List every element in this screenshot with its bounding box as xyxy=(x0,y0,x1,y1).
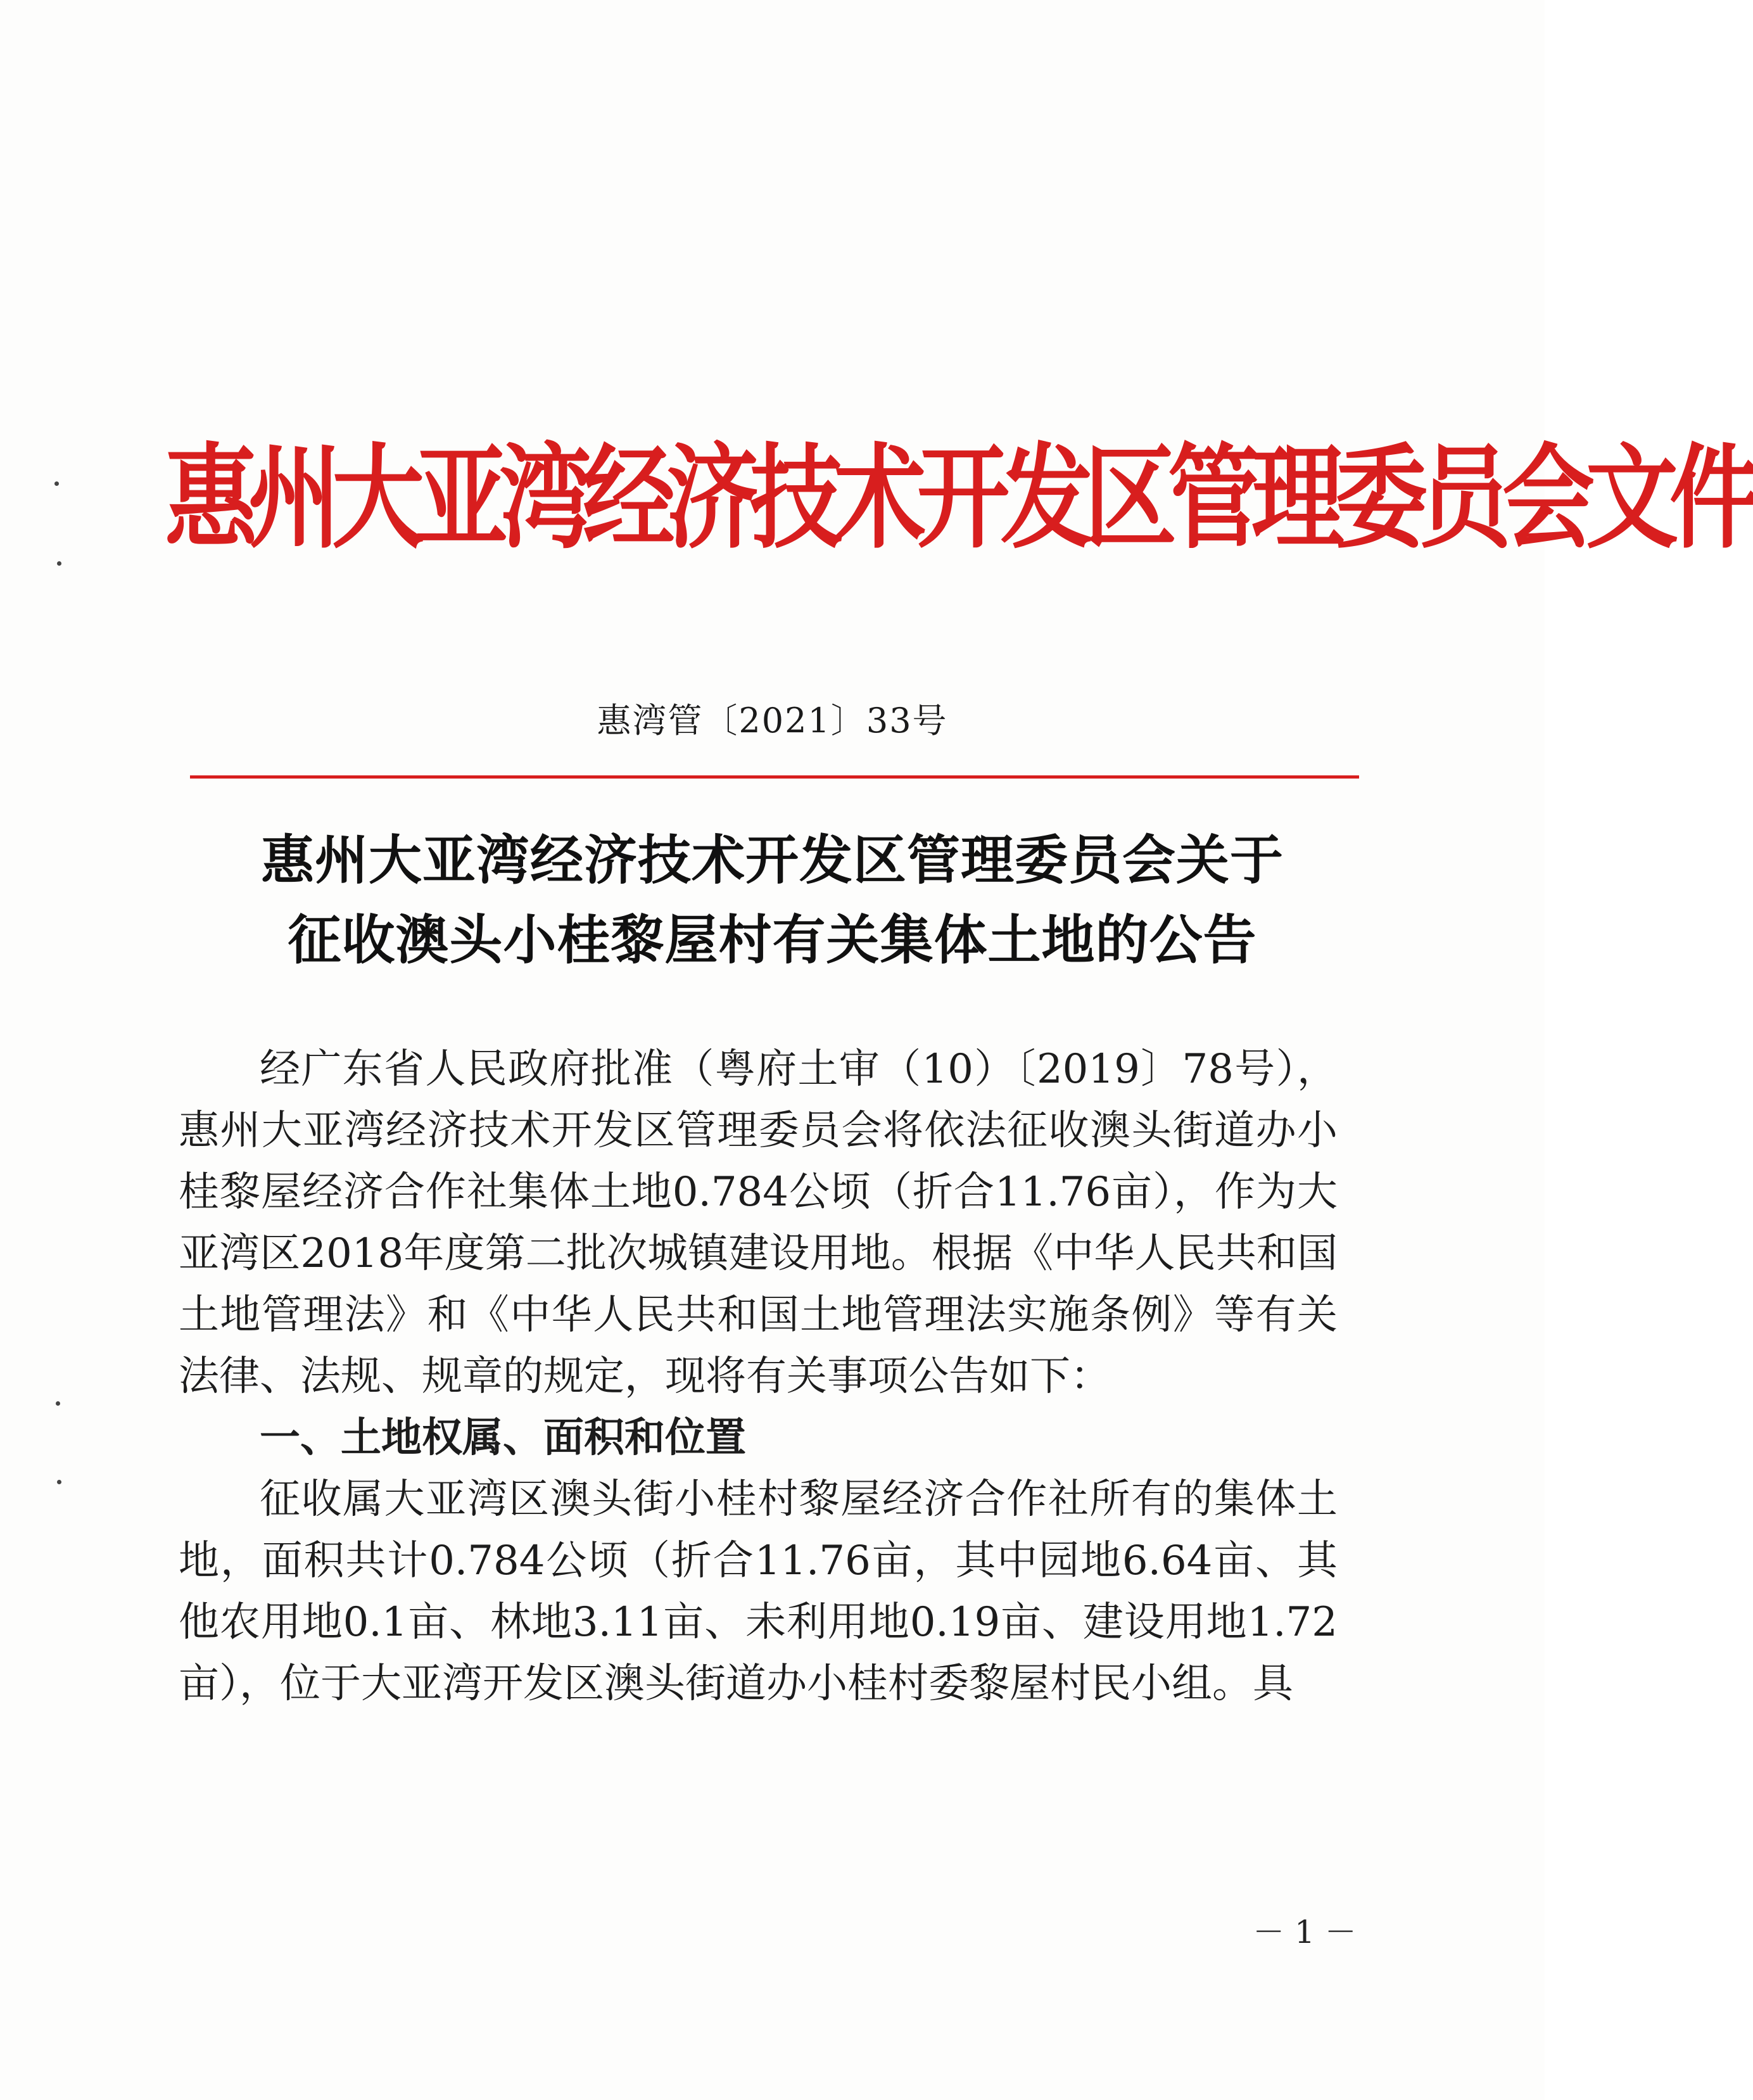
page-number: － 1 － xyxy=(1253,1914,1357,1950)
red-divider xyxy=(190,775,1359,779)
title-line-1: 惠州大亚湾经济技术开发区管理委员会关于 xyxy=(260,829,1284,891)
document-number: 惠湾管〔2021〕33号 xyxy=(597,701,948,741)
section-heading: 一、土地权属、面积和位置 xyxy=(260,1415,746,1461)
section-paragraph: 征收属大亚湾区澳头街小桂村黎屋经济合作社所有的集体土地，面积共计0.784公顷（折合11.76亩，其中园地6.64亩、其他农用地0.1亩、林地3.11亩、未利用地0.19亩、建设用地1.72亩），位于大亚湾开发区澳头街道办小桂村委黎屋村民小组。具 xyxy=(179,1476,1338,1707)
document-title xyxy=(127,820,1418,980)
intro-paragraph: 经广东省人民政府批准（粤府土审（10）〔2019〕78号），惠州大亚湾经济技术开发区管理委员会将依法征收澳头街道办小桂黎屋经济合作社集体土地0.784公顷（折合11.76亩），作为大亚湾区2018年度第二批次城镇建设用地。根据《中华人民共和国土地管理法》和《中华人民共和国土地管理法实施条例》等有关法律、法规、规章的规定，现将有关事项公告如下： xyxy=(179,1046,1338,1400)
scan-mark xyxy=(56,1401,60,1406)
scan-mark xyxy=(57,1480,61,1484)
document-body xyxy=(179,1039,1338,1715)
letterhead: 惠州大亚湾经济技术开发区管理委员会文件 xyxy=(165,432,1753,564)
title-line-2: 征收澳头小桂黎屋村有关集体土地的公告 xyxy=(288,909,1257,971)
scan-mark xyxy=(57,561,61,566)
scan-mark xyxy=(54,481,59,486)
